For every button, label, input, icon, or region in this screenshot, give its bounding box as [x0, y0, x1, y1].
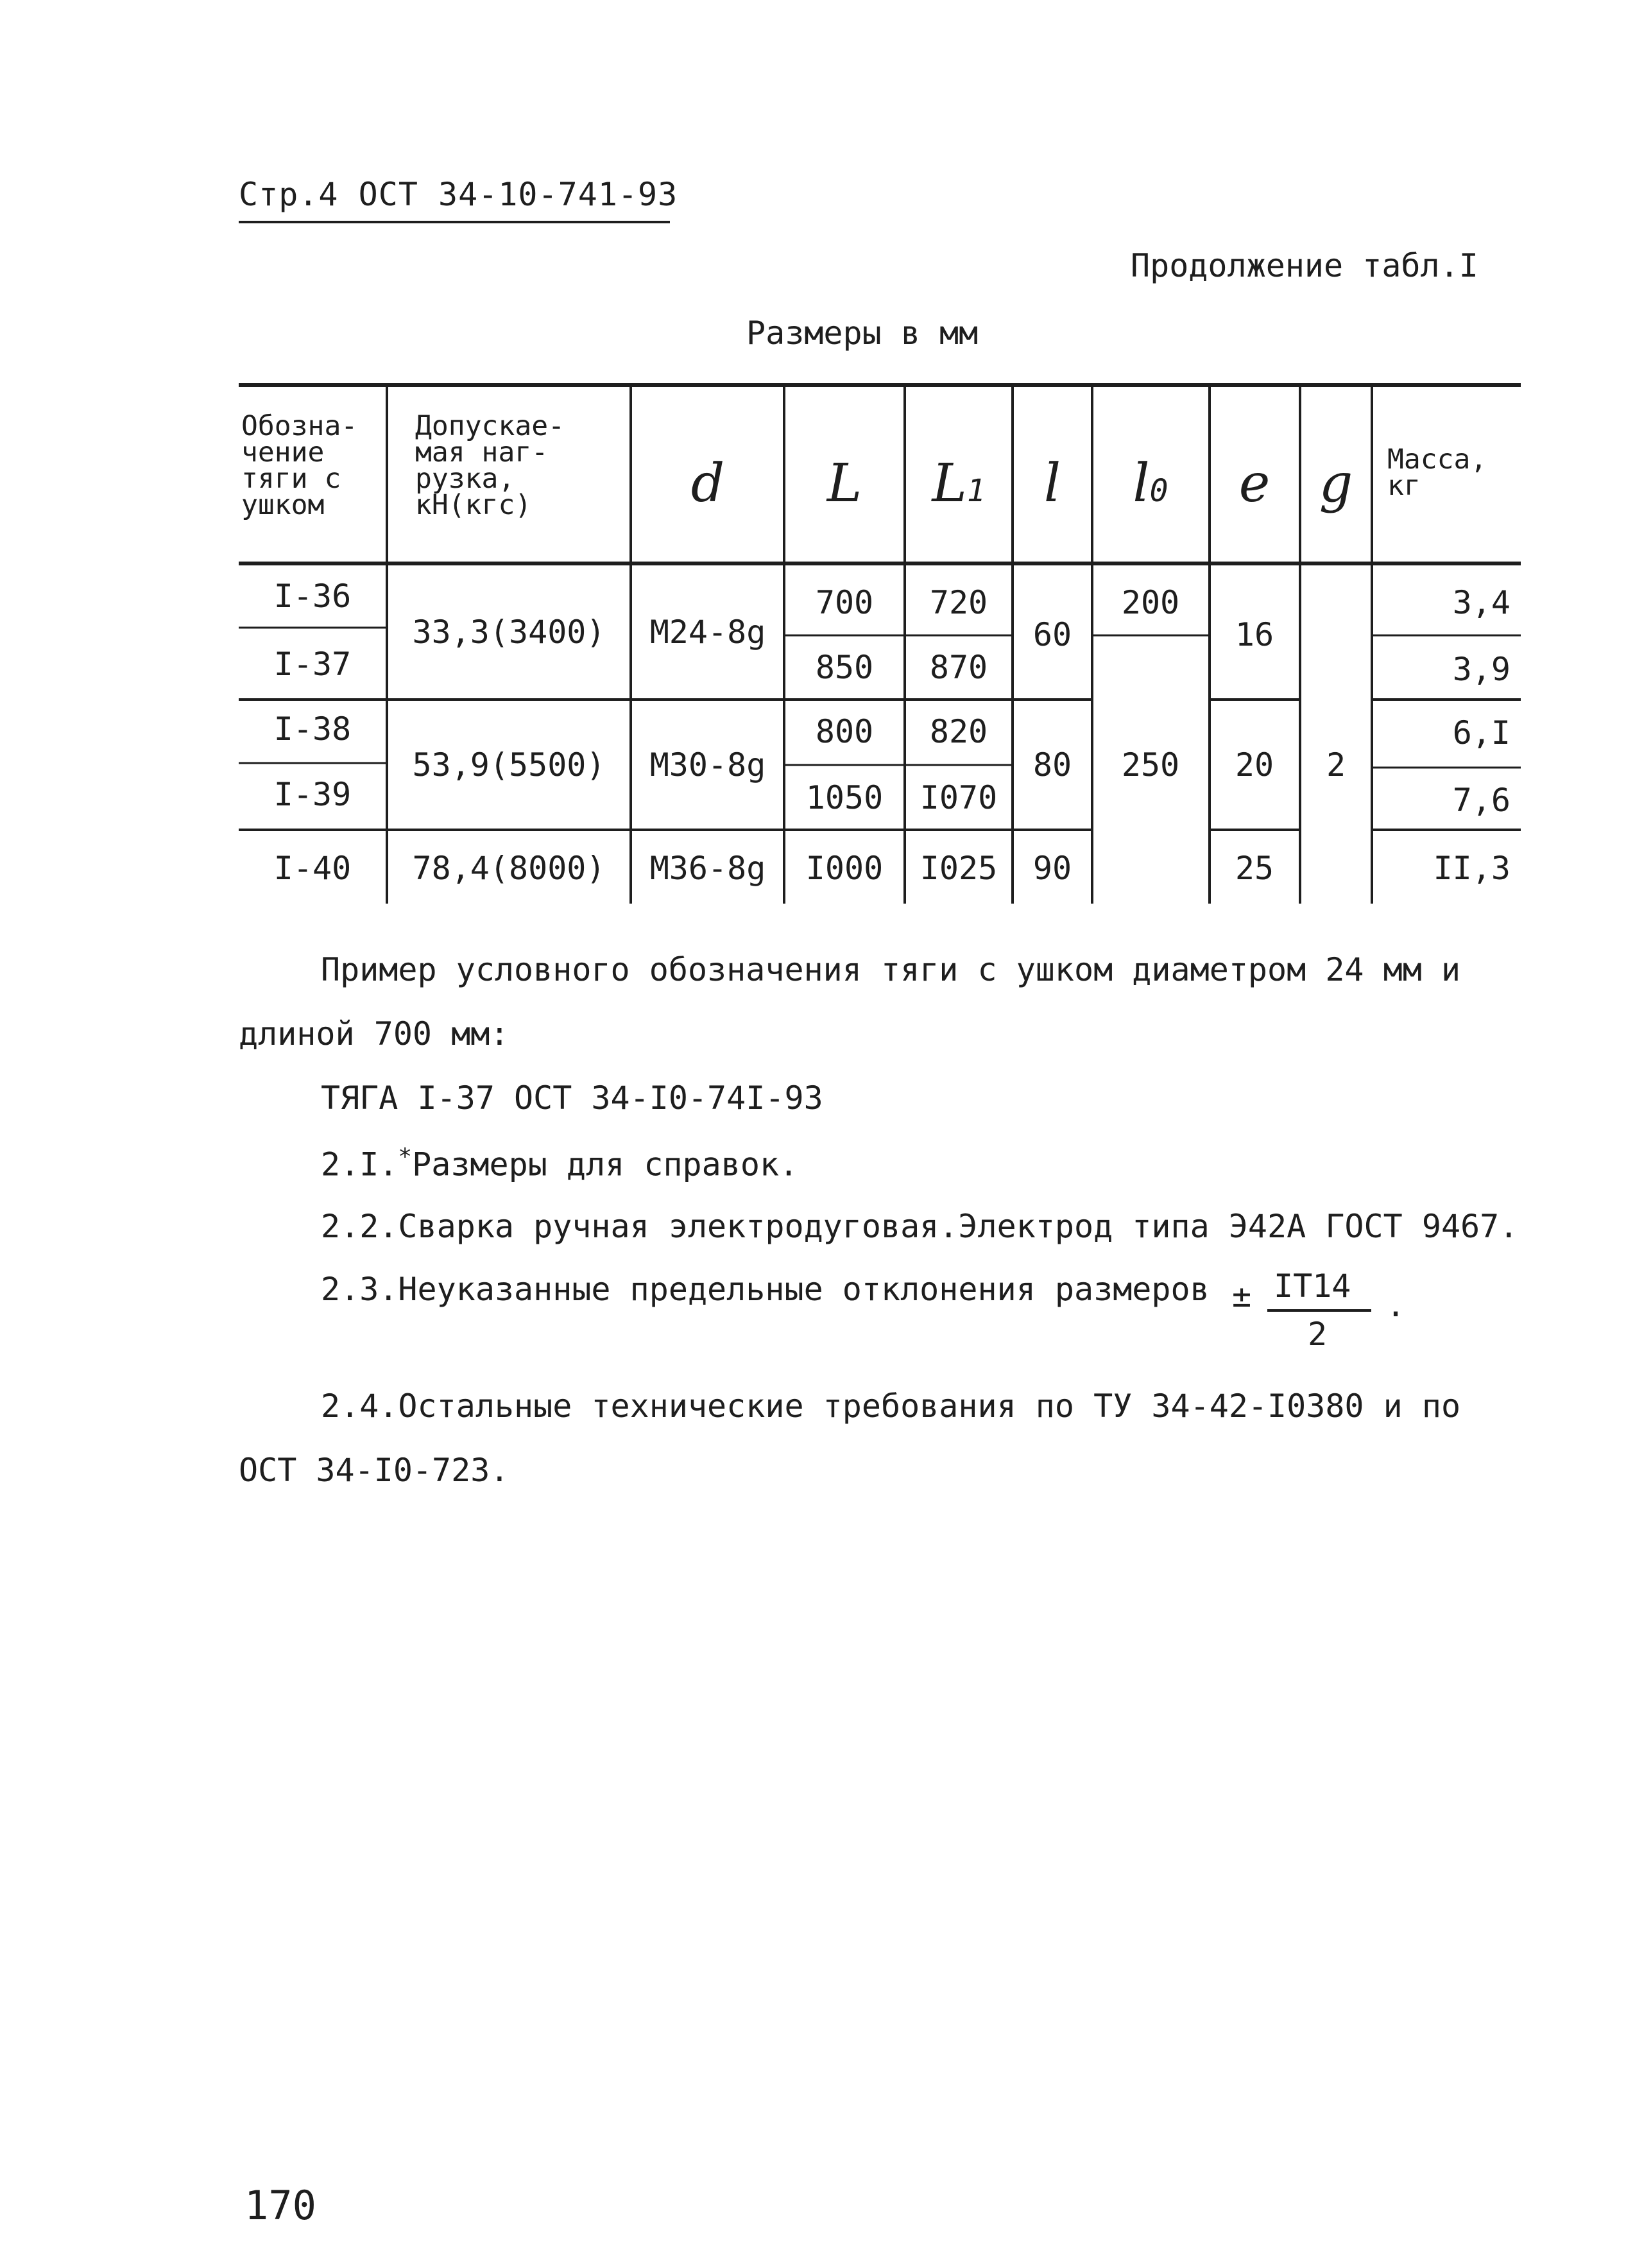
- tolerance-numerator: IT14: [1274, 1267, 1351, 1305]
- header-L1: [932, 453, 985, 514]
- l-cell: 80: [1032, 746, 1072, 784]
- sentence-period: .: [1386, 1287, 1406, 1324]
- header-load: Допускае- мая наг- рузка, кН(кгс): [415, 410, 565, 521]
- mass-cell: 6,I: [1452, 714, 1510, 752]
- designation-cell: I-38: [273, 710, 352, 748]
- e-cell: 20: [1235, 746, 1274, 784]
- item-2-4-line1: 2.4.Остальные технические требования по ТУ 34-42-I0380 и по: [321, 1387, 1461, 1425]
- l-cell: 60: [1032, 616, 1072, 653]
- designation-cell: I-36: [273, 578, 352, 615]
- item-2-1-number: 2.I.: [321, 1146, 398, 1183]
- load-cell: 53,9(5500): [412, 746, 606, 784]
- plus-minus-sign: ±: [1232, 1277, 1252, 1314]
- header-designation: Обозна- чение тяги с ушком: [241, 410, 358, 521]
- mass-cell: 3,4: [1452, 584, 1510, 621]
- header-l: l: [1043, 453, 1061, 514]
- header-l0-subscript: 0: [1149, 473, 1168, 509]
- e-cell: 25: [1235, 850, 1274, 887]
- mass-cell: II,3: [1433, 850, 1510, 887]
- header-L: L: [826, 453, 862, 514]
- e-cell: 16: [1235, 616, 1274, 653]
- header-l0-symbol: l: [1133, 453, 1150, 514]
- load-cell: 33,3(3400): [412, 614, 606, 651]
- header-underline: [239, 221, 670, 223]
- item-2-3: 2.3.Неуказанные предельные отклонения размеров: [321, 1271, 1210, 1308]
- fraction-bar: [1267, 1309, 1371, 1312]
- load-cell: 78,4(8000): [412, 850, 606, 887]
- l-cell: 90: [1032, 850, 1072, 887]
- L1-cell: I025: [920, 850, 998, 887]
- header-e: e: [1238, 453, 1271, 514]
- g-cell: 2: [1326, 746, 1346, 784]
- L1-cell: 870: [929, 649, 988, 686]
- header-l0: [1133, 453, 1168, 514]
- item-2-4-line2: ОСТ 34-I0-723.: [239, 1452, 509, 1489]
- designation-example: ТЯГА I-37 ОСТ 34-I0-74I-93: [321, 1079, 823, 1117]
- thread-cell: M36-8g: [649, 850, 766, 887]
- L1-cell: 720: [929, 584, 988, 621]
- table-units-label: Размеры в мм: [746, 314, 979, 352]
- thread-cell: M24-8g: [649, 614, 766, 651]
- header-d: d: [690, 453, 725, 514]
- page-number: 170: [244, 2182, 316, 2229]
- L-cell: 800: [815, 713, 874, 750]
- l0-cell: 200: [1121, 584, 1180, 621]
- header-L1-symbol: L: [932, 453, 967, 514]
- table-continuation-label: Продолжение табл.I: [1131, 247, 1478, 284]
- mass-cell: 3,9: [1452, 651, 1510, 688]
- header-mass: Масса, кг: [1387, 443, 1487, 502]
- L-cell: 700: [815, 584, 874, 621]
- designation-cell: I-40: [273, 850, 352, 887]
- item-2-2: 2.2.Сварка ручная электродуговая.Электрод типа Э42А ГОСТ 9467.: [321, 1208, 1519, 1245]
- mass-cell: 7,6: [1452, 782, 1510, 819]
- example-text-line2: длиной 700 мм:: [239, 1015, 509, 1052]
- item-2-1: [321, 1144, 798, 1183]
- L-cell: 850: [815, 649, 874, 686]
- dimensions-table: [239, 382, 1521, 904]
- example-text-line1: Пример условного обозначения тяги с ушком диаметром 24 мм и: [321, 951, 1461, 988]
- reference-asterisk: *: [398, 1144, 413, 1170]
- L-cell: 1050: [805, 779, 884, 816]
- header-L1-subscript: 1: [966, 473, 986, 509]
- L1-cell: I070: [920, 779, 998, 816]
- designation-cell: I-39: [273, 776, 352, 813]
- L-cell: I000: [805, 850, 884, 887]
- tolerance-denominator: 2: [1308, 1316, 1328, 1353]
- document-reference: Стр.4 ОСТ 34-10-741-93: [239, 176, 678, 213]
- L1-cell: 820: [929, 713, 988, 750]
- designation-cell: I-37: [273, 646, 352, 683]
- thread-cell: M30-8g: [649, 746, 766, 784]
- item-2-1-text: Размеры для справок.: [412, 1146, 799, 1183]
- l0-cell: 250: [1121, 746, 1180, 784]
- header-g: g: [1319, 453, 1353, 514]
